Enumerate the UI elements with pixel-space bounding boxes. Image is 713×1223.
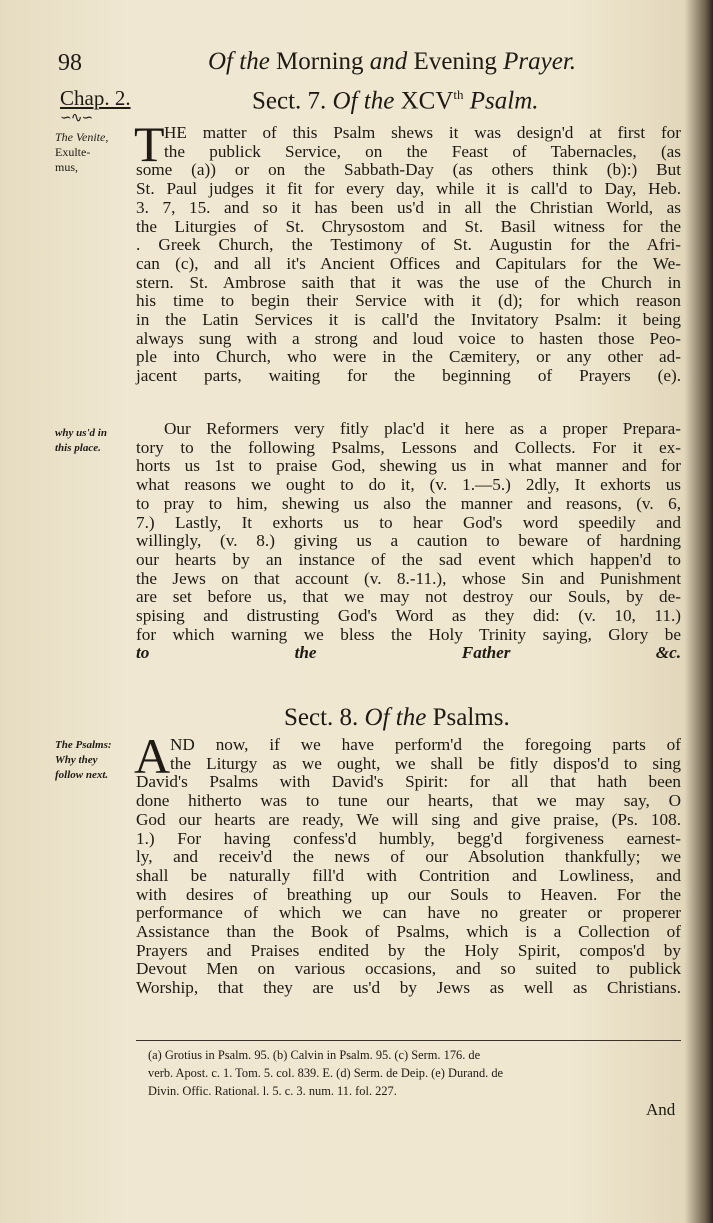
chapter-ornament: ∽∿∽ [60,111,93,126]
section-7-title-sup: th [453,87,464,102]
section-7-title [252,87,539,115]
text-line: 3. 7, 15. and so it has been us'd in all the Christian World, as [136,197,681,217]
section-8-title [284,704,510,732]
text-line: with desires of breathing up our Souls to Heaven. For the [136,884,681,904]
running-title-part: Prayer. [503,48,577,75]
catchword: And [646,1100,676,1119]
text-line: Prayers and Praises endited by the Holy Spirit, compos'd by [136,940,681,960]
section-7-title-part: XCV [394,87,454,115]
running-title-part: Morning [269,48,370,75]
running-title [208,48,576,76]
page-number: 98 [58,50,82,76]
footnotes [148,1046,680,1100]
section-7-title-part: Sect. 7. [252,87,333,115]
drop-cap: T [134,116,165,172]
text-line: what reasons we ought to do it, (v. 1.—5.) 2dly, It exhorts us [136,475,681,495]
margin-note-line: follow next. [55,769,109,781]
text-line: in the Latin Services it is call'd the Invitatory Psalm: it being [136,310,681,330]
margin-note-line: this place. [55,442,101,454]
text-line: ple into Church, who were in the Cæmitery, or any other ad- [136,347,681,367]
text-line: always sung with a strong and loud voice to hasten those Peo- [136,328,681,348]
text-line: performance of which we can have no greater or properer [136,903,681,923]
text-line: to the Father &c. [136,643,681,663]
text-line: our hearts by an instance of the sad event which happen'd to [136,549,681,569]
section-8-title-part: Of the [364,704,427,731]
text-line: done hitherto was to tune our hearts, that we may say, O [136,791,681,811]
footnote-line: verb. Apost. c. 1. Tom. 5. col. 839. E. (d) Serm. de Deip. (e) Durand. de [148,1066,504,1080]
text-line: the Liturgies of St. Chrysostom and St. Basil witness for the [136,216,681,236]
text-line: willingly, (v. 8.) giving us a caution to beware of hardning [136,531,681,551]
text-line: God our hearts are ready, We will sing and give praise, (Ps. 108. [136,809,681,829]
margin-note-psalms [55,738,133,783]
text-line: for which warning we bless the Holy Trinity saying, Glory be [136,624,681,644]
section-8-title-part: Psalms. [426,704,510,731]
running-title-part: Of the [208,48,270,75]
section-7-title-part: Psalm. [463,87,539,115]
section-7-title-part: Of the [332,87,395,115]
text-line: the publick Service, on the Feast of Tabernacles, (as [164,141,681,161]
text-line: Our Reformers very fitly plac'd it here as a proper Prepara- [164,419,681,438]
running-head [58,46,698,82]
text-line: horts us 1st to praise God, shewing us in what manner and for [136,456,681,476]
text-line: Devout Men on various occasions, and so suited to publick [136,959,681,979]
margin-note-venite [55,130,133,175]
text-line: . Greek Church, the Testimony of St. Augustin for the Afri- [136,235,681,255]
text-line: stern. St. Ambrose saith that it was the use of the Church in [136,272,681,292]
margin-note-line: mus, [55,160,79,174]
text-line: 1.) For having confess'd humbly, begg'd forgiveness earnest- [136,828,681,848]
running-title-part: and [369,48,408,75]
text-line: St. Paul judges it fit for every day, while it is call'd to Day, Heb. [136,179,682,199]
margin-note-line: The Psalms: [55,739,112,751]
text-line: his time to begin their Service with it (d); for which reason [136,291,681,311]
text-line: ly, and receiv'd the news of our Absolution thankfully; we [136,847,681,867]
text-line: shall be naturally fill'd with Contrition and Lowliness, and [136,865,681,885]
chapter-label: Chap. 2. [60,86,131,110]
text-line: Assistance than the Book of Psalms, which is a Collection of [136,922,681,942]
margin-note-line: The Venite, [55,130,109,144]
text-line: the Liturgy as we ought, we shall be fitly dispos'd to sing [170,753,681,773]
paragraph-venite [134,116,682,386]
text-line: Worship, that they are us'd by Jews as well as Christians. [136,978,681,998]
text-line: jacent parts, waiting for the beginning of Prayers (e). [136,366,681,386]
text-line: the Jews on that account (v. 8.-11.), whose Sin and Punishment [136,568,681,588]
text-line: spising and distrusting God's Word as they did: (v. 10, 11.) [136,606,681,626]
text-line: HE matter of this Psalm shews it was design'd at first for [164,123,681,142]
footnote-line: Divin. Offic. Rational. l. 5. c. 3. num. 11. fol. 227. [148,1084,397,1098]
text-line: ND now, if we have perform'd the foregoing parts of [170,735,681,754]
drop-cap: A [134,728,171,784]
text-line: can (c), and all it's Ancient Offices and Capitulars for the We- [136,253,681,273]
paragraph-psalms [134,728,681,998]
text-line: David's Psalms with David's Spirit: for all that hath been [136,772,681,792]
section-8-title-part: Sect. 8. [284,704,365,731]
text-line: to pray to him, shewing us also the manner and reasons, (v. 6, [136,493,681,513]
paragraph-reformers [136,420,681,663]
margin-note-line: Why they [55,754,98,766]
text-line: 7.) Lastly, It exhorts us to hear God's word speedily and [136,512,681,532]
text-line: some (a)) or on the Sabbath-Day (as others think (b):) But [136,160,681,180]
text-line: tory to the following Psalms, Lessons and Collects. For it ex- [136,437,681,457]
margin-note-reformers [55,426,133,456]
text-line: are set before us, that we may not destroy our Souls, by de- [136,587,681,607]
margin-note-line: why us'd in [55,427,107,439]
running-title-part: Evening [407,48,504,75]
margin-note-line: Exulte- [55,145,91,159]
footnote-line: (a) Grotius in Psalm. 95. (b) Calvin in Psalm. 95. (c) Serm. 176. de [148,1048,481,1062]
footnote-rule [136,1040,681,1041]
